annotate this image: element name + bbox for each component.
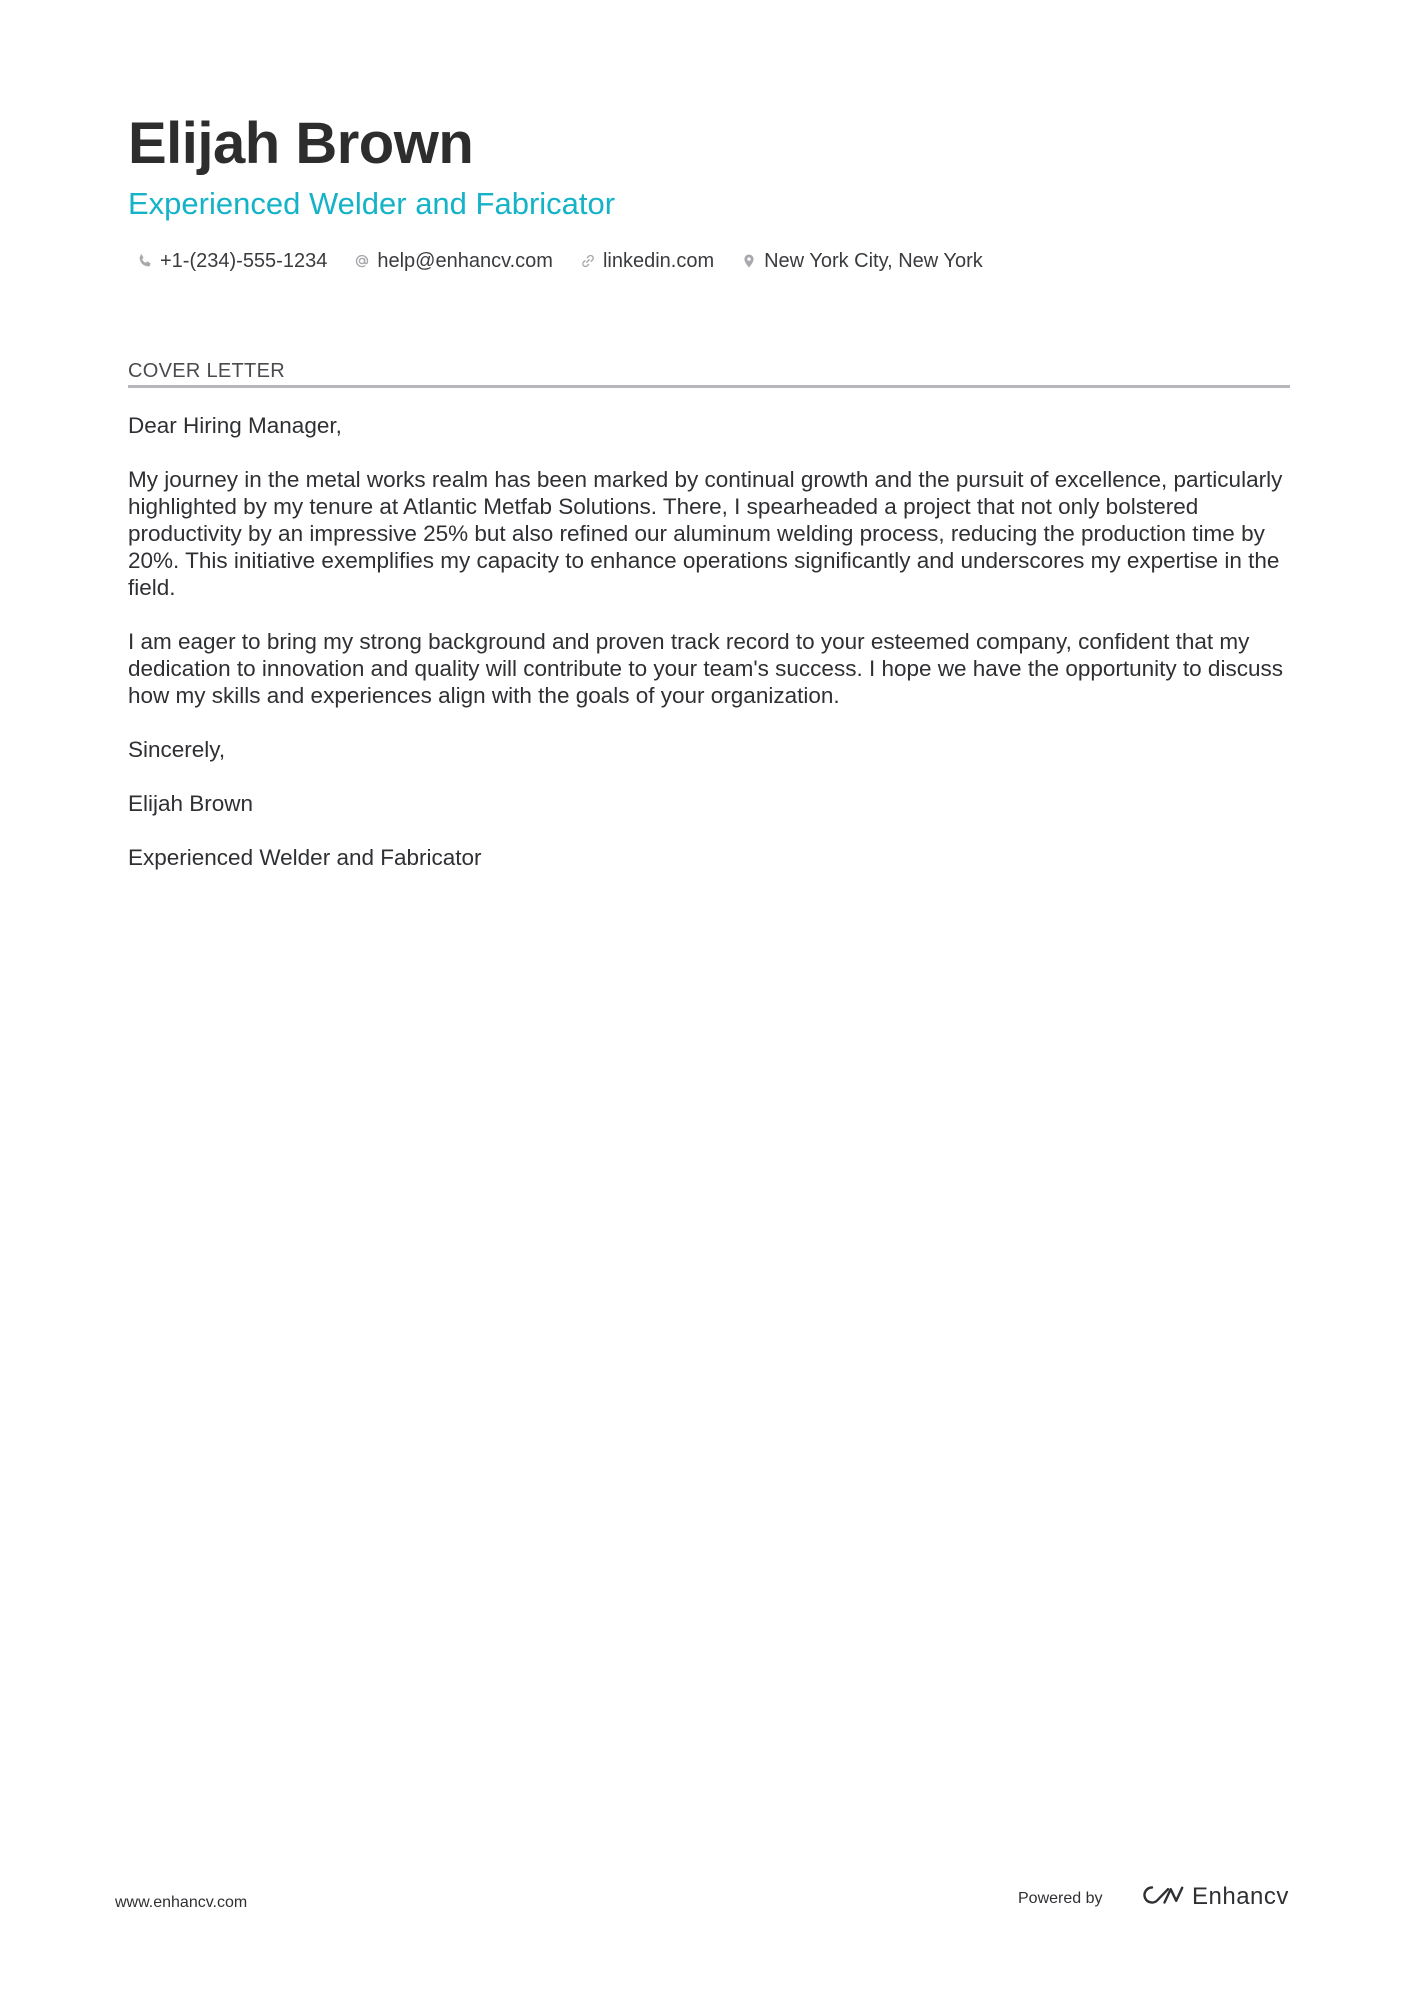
section-divider — [128, 385, 1290, 388]
letter-signature-title: Experienced Welder and Fabricator — [128, 845, 482, 870]
applicant-title: Experienced Welder and Fabricator — [128, 186, 616, 221]
contact-phone[interactable] — [136, 250, 327, 273]
applicant-name: Elijah Brown — [128, 111, 474, 176]
link-icon — [579, 252, 597, 270]
contact-email-text: help@enhancv.com — [377, 249, 553, 272]
letter-greeting: Dear Hiring Manager, — [128, 413, 342, 438]
powered-by-label: Powered by — [1018, 1890, 1103, 1907]
brand-name: Enhancv — [1192, 1883, 1289, 1910]
contact-bar — [136, 246, 1009, 276]
contact-phone-text: +1-(234)-555-1234 — [160, 249, 328, 272]
at-icon — [353, 252, 371, 270]
footer-website-link[interactable]: www.enhancv.com — [115, 1894, 248, 1911]
letter-signature-name: Elijah Brown — [128, 791, 254, 816]
letter-paragraph: I am eager to bring my strong background and proven track record to your esteemed company, confident that my dedication to innovation and quality will contribute to your team's success. I hope we have the opportunity to discuss how my skills and experiences align with the goals of your organization. — [128, 629, 1283, 708]
letter-closing: Sincerely, — [128, 737, 226, 762]
letter-paragraph: My journey in the metal works realm has been marked by continual growth and the pursuit of excellence, particularly highlighted by my tenure at Atlantic Metfab Solutions. There, I spearheaded a project that not only bolstered productivity by an impressive 25% but also refined our aluminum welding process, reducing the production time by 20%. This initiative exemplifies my capacity to enhance operations significantly and underscores my expertise in the field. — [128, 467, 1283, 600]
brand-logo[interactable] — [1138, 1880, 1289, 1914]
contact-email[interactable] — [353, 250, 553, 273]
contact-linkedin[interactable] — [579, 250, 714, 273]
contact-location-text: New York City, New York — [764, 249, 983, 272]
section-title-cover-letter: COVER LETTER — [128, 360, 285, 382]
contact-linkedin-text: linkedin.com — [602, 249, 715, 272]
contact-location — [740, 250, 983, 273]
enhancv-logo-icon — [1138, 1881, 1186, 1914]
phone-icon — [136, 252, 154, 270]
location-pin-icon — [740, 252, 758, 270]
letter-body — [128, 412, 1290, 898]
